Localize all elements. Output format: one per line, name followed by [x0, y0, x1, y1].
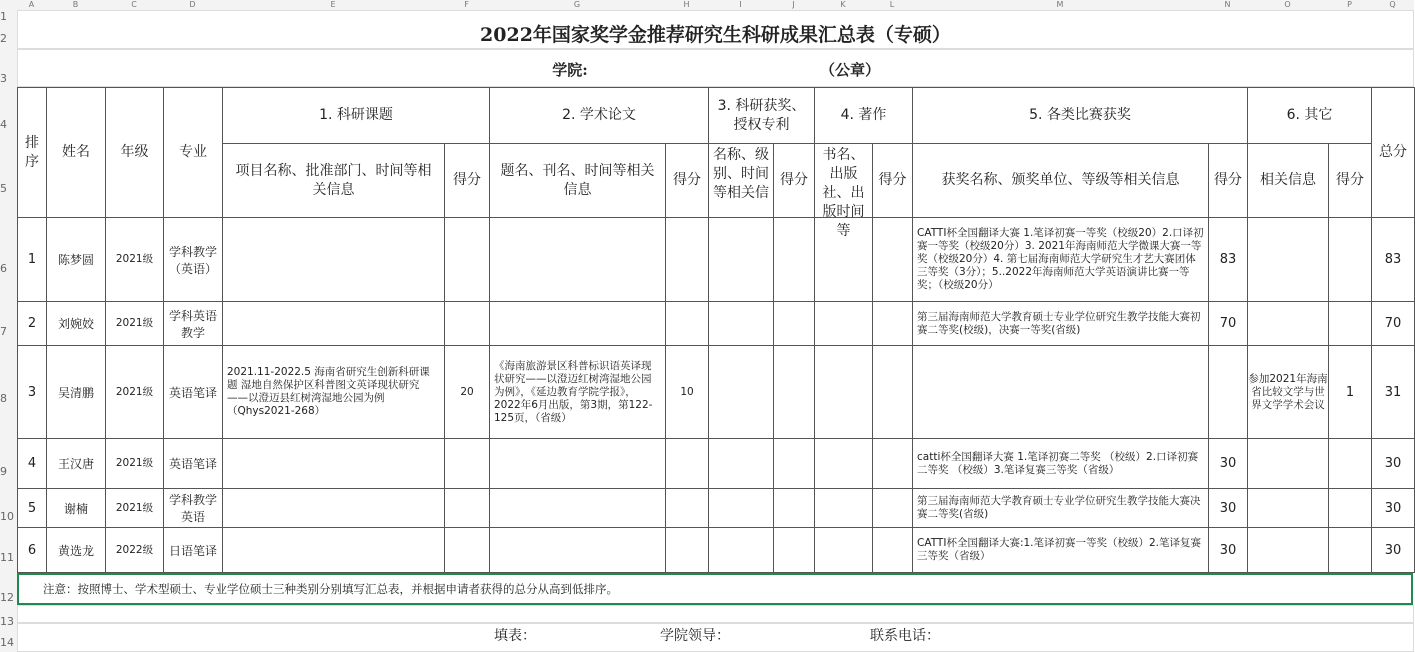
row-number[interactable]: 2 [0, 32, 7, 45]
table-cell-paper[interactable] [489, 527, 666, 573]
column-letter[interactable]: I [739, 0, 742, 9]
header-other[interactable]: 6. 其它 [1247, 87, 1372, 144]
table-cell-book[interactable] [814, 217, 873, 302]
table-cell-book[interactable] [814, 438, 873, 489]
table-cell-other-score[interactable] [1328, 527, 1372, 573]
row-number[interactable]: 7 [0, 325, 7, 338]
table-cell-award-score[interactable] [773, 527, 815, 573]
table-cell-project[interactable] [222, 527, 445, 573]
table-cell-award[interactable] [708, 301, 774, 346]
row-number[interactable]: 11 [0, 551, 14, 564]
note-cell[interactable]: 注意：按照博士、学术型硕士、专业学位硕士三种类别分别填写汇总表，并根据申请者获得的总分从高到低排序。 [17, 573, 1413, 605]
row-number[interactable]: 6 [0, 262, 7, 275]
table-cell-project-score[interactable] [444, 217, 490, 302]
table-cell-paper-score[interactable]: 10 [665, 345, 709, 439]
table-cell-book[interactable] [814, 345, 873, 439]
table-cell-award[interactable] [708, 217, 774, 302]
table-cell-grade[interactable]: 2021级 [105, 488, 164, 528]
table-cell-rank[interactable]: 1 [17, 217, 47, 302]
header-award-detail[interactable]: 名称、级别、时间等相关信 [708, 143, 774, 218]
table-cell-rank[interactable]: 4 [17, 438, 47, 489]
table-cell-other-score[interactable] [1328, 217, 1372, 302]
table-cell-project-score[interactable] [444, 438, 490, 489]
table-cell-book[interactable] [814, 488, 873, 528]
table-cell-name[interactable]: 刘婉姣 [46, 301, 106, 346]
table-cell-competition[interactable]: CATTI杯全国翻译大赛 1.笔译初赛一等奖（校级20）2.口译初赛一等奖（校级20分）3. 2021年海南师范大学微课大赛一等奖（校级20分）4. 第七届海南师范大学研究生才艺大赛团体三等奖（3分）；5..2022年海南师范大学英语演讲比赛一等奖；（校级20分） [912, 217, 1209, 302]
table-cell-major[interactable]: 英语笔译 [163, 438, 223, 489]
table-cell-total[interactable]: 30 [1371, 488, 1415, 528]
table-cell-project[interactable] [222, 488, 445, 528]
table-cell-book-score[interactable] [872, 488, 913, 528]
column-letter[interactable]: F [464, 0, 469, 9]
header-research-projects[interactable]: 1. 科研课题 [222, 87, 490, 144]
column-letter[interactable]: E [330, 0, 336, 9]
header-other-score[interactable]: 得分 [1328, 143, 1372, 218]
table-cell-paper[interactable] [489, 488, 666, 528]
header-papers[interactable]: 2. 学术论文 [489, 87, 709, 144]
table-cell-competition-score[interactable]: 30 [1208, 438, 1248, 489]
table-cell-award[interactable] [708, 345, 774, 439]
table-cell-book[interactable] [814, 301, 873, 346]
column-letter[interactable]: P [1347, 0, 1352, 9]
table-cell-other-score[interactable]: 1 [1328, 345, 1372, 439]
table-cell-paper-score[interactable] [665, 438, 709, 489]
header-total[interactable]: 总分 [1371, 87, 1415, 218]
table-cell-grade[interactable]: 2021级 [105, 438, 164, 489]
table-cell-book-score[interactable] [872, 345, 913, 439]
header-competitions[interactable]: 5. 各类比赛获奖 [912, 87, 1248, 144]
header-paper-detail[interactable]: 题名、刊名、时间等相关信息 [489, 143, 666, 218]
row-number[interactable]: 14 [0, 636, 14, 649]
table-cell-paper[interactable] [489, 438, 666, 489]
table-cell-other[interactable] [1247, 301, 1329, 346]
table-cell-grade[interactable]: 2021级 [105, 301, 164, 346]
header-competition-score[interactable]: 得分 [1208, 143, 1248, 218]
table-cell-grade[interactable]: 2022级 [105, 527, 164, 573]
table-cell-other[interactable] [1247, 217, 1329, 302]
table-cell-paper-score[interactable] [665, 301, 709, 346]
column-letter[interactable]: N [1224, 0, 1231, 9]
table-cell-paper[interactable] [489, 301, 666, 346]
table-cell-project[interactable]: 2021.11-2022.5 海南省研究生创新科研课题 湿地自然保护区科普图文英译现状研究——以澄迈县红树湾湿地公园为例（Qhys2021-268） [222, 345, 445, 439]
footer-phone[interactable]: 联系电话： [870, 628, 940, 644]
grid-row [17, 49, 1414, 87]
column-letter[interactable]: K [840, 0, 846, 9]
table-cell-award[interactable] [708, 488, 774, 528]
column-letter[interactable]: G [573, 0, 581, 9]
table-cell-grade[interactable]: 2021级 [105, 345, 164, 439]
table-cell-total[interactable]: 30 [1371, 527, 1415, 573]
header-other-detail[interactable]: 相关信息 [1247, 143, 1329, 218]
table-cell-other[interactable] [1247, 488, 1329, 528]
column-letter[interactable]: J [792, 0, 795, 9]
table-cell-competition[interactable]: 第三届海南师范大学教育硕士专业学位研究生教学技能大赛决赛二等奖(省级) [912, 488, 1209, 528]
table-cell-competition[interactable]: catti杯全国翻译大赛 1.笔译初赛二等奖 （校级）2.口译初赛二等奖 （校级）3.笔译复赛三等奖（省级） [912, 438, 1209, 489]
header-books[interactable]: 4. 著作 [814, 87, 913, 144]
column-letter[interactable]: O [1284, 0, 1291, 9]
table-cell-total[interactable]: 70 [1371, 301, 1415, 346]
row-number[interactable]: 8 [0, 392, 7, 405]
table-cell-book-score[interactable] [872, 217, 913, 302]
table-cell-name[interactable]: 谢楠 [46, 488, 106, 528]
table-cell-paper-score[interactable] [665, 527, 709, 573]
footer-filler[interactable]: 填表： [494, 628, 536, 644]
table-cell-award-score[interactable] [773, 488, 815, 528]
table-cell-competition-score[interactable]: 30 [1208, 527, 1248, 573]
table-cell-project[interactable] [222, 438, 445, 489]
seal-label[interactable]: （公章） [819, 60, 880, 79]
row-number[interactable]: 13 [0, 615, 14, 628]
table-cell-major[interactable]: 学科教学英语 [163, 488, 223, 528]
table-cell-total[interactable]: 30 [1371, 438, 1415, 489]
table-cell-rank[interactable]: 6 [17, 527, 47, 573]
table-cell-name[interactable]: 陈梦圆 [46, 217, 106, 302]
table-cell-competition-score[interactable] [1208, 345, 1248, 439]
table-cell-competition[interactable]: 第三届海南师范大学教育硕士专业学位研究生教学技能大赛初赛二等奖(校级)，决赛一等奖(省级) [912, 301, 1209, 346]
row-header-bar [0, 10, 18, 652]
row-number[interactable]: 5 [0, 182, 7, 195]
table-cell-award-score[interactable] [773, 345, 815, 439]
row-number[interactable]: 9 [0, 465, 7, 478]
column-letter[interactable]: D [189, 0, 196, 9]
table-cell-award[interactable] [708, 527, 774, 573]
row-number[interactable]: 12 [0, 591, 14, 604]
table-cell-competition[interactable] [912, 345, 1209, 439]
header-project-score[interactable]: 得分 [444, 143, 490, 218]
column-letter[interactable]: Q [1389, 0, 1396, 9]
college-label[interactable]: 学院: [552, 60, 588, 79]
table-cell-rank[interactable]: 5 [17, 488, 47, 528]
table-cell-project-score[interactable]: 20 [444, 345, 490, 439]
header-award-score[interactable]: 得分 [773, 143, 815, 218]
table-cell-book-score[interactable] [872, 438, 913, 489]
table-cell-competition-score[interactable]: 70 [1208, 301, 1248, 346]
table-cell-competition[interactable]: CATTI杯全国翻译大赛:1.笔译初赛一等奖（校级）2.笔译复赛三等奖（省级） [912, 527, 1209, 573]
table-cell-major[interactable]: 学科教学（英语） [163, 217, 223, 302]
table-cell-project[interactable] [222, 301, 445, 346]
table-cell-project[interactable] [222, 217, 445, 302]
table-cell-competition-score[interactable]: 83 [1208, 217, 1248, 302]
table-cell-major[interactable]: 英语笔译 [163, 345, 223, 439]
table-cell-award[interactable] [708, 438, 774, 489]
table-cell-other-score[interactable] [1328, 301, 1372, 346]
header-name[interactable]: 姓名 [46, 87, 106, 218]
table-cell-award-score[interactable] [773, 217, 815, 302]
table-cell-book-score[interactable] [872, 527, 913, 573]
header-paper-score[interactable]: 得分 [665, 143, 709, 218]
table-cell-paper[interactable] [489, 217, 666, 302]
row-number[interactable]: 10 [0, 510, 14, 523]
table-cell-rank[interactable]: 3 [17, 345, 47, 439]
table-cell-paper[interactable]: 《海南旅游景区科普标识语英译现状研究——以澄迈红树湾湿地公园为例》，《延边教育学院学报》，2022年6月出版，第3期，第122-125页，（省级） [489, 345, 666, 439]
footer-leader[interactable]: 学院领导： [660, 628, 730, 644]
table-cell-competition-score[interactable]: 30 [1208, 488, 1248, 528]
header-awards[interactable]: 3. 科研获奖、授权专利 [708, 87, 815, 144]
row-number[interactable]: 1 [0, 10, 7, 23]
row-number[interactable]: 4 [0, 118, 7, 131]
table-cell-name[interactable]: 吴清鹏 [46, 345, 106, 439]
table-cell-book[interactable] [814, 527, 873, 573]
column-letter[interactable]: H [683, 0, 690, 9]
column-letter[interactable]: B [72, 0, 79, 9]
table-cell-other[interactable] [1247, 438, 1329, 489]
table-cell-book-score[interactable] [872, 301, 913, 346]
header-grade[interactable]: 年级 [105, 87, 164, 218]
table-cell-project-score[interactable] [444, 488, 490, 528]
header-book-detail[interactable]: 书名、出版社、出版时间等 [814, 143, 873, 218]
table-cell-project-score[interactable] [444, 527, 490, 573]
header-book-score[interactable]: 得分 [872, 143, 913, 218]
table-cell-paper-score[interactable] [665, 488, 709, 528]
table-cell-other-score[interactable] [1328, 438, 1372, 489]
header-major[interactable]: 专业 [163, 87, 223, 218]
grid-row [17, 605, 1414, 623]
table-cell-other[interactable] [1247, 527, 1329, 573]
table-cell-project-score[interactable] [444, 301, 490, 346]
table-cell-rank[interactable]: 2 [17, 301, 47, 346]
table-cell-other-score[interactable] [1328, 488, 1372, 528]
table-cell-paper-score[interactable] [665, 217, 709, 302]
column-letter[interactable]: L [889, 0, 895, 9]
table-cell-total[interactable]: 83 [1371, 217, 1415, 302]
header-project-detail[interactable]: 项目名称、批准部门、时间等相关信息 [222, 143, 445, 218]
table-cell-award-score[interactable] [773, 301, 815, 346]
column-letter[interactable]: C [131, 0, 137, 9]
table-cell-other[interactable]: 参加2021年海南省比较文学与世界文学学术会议 [1247, 345, 1329, 439]
column-letter[interactable]: A [28, 0, 35, 9]
row-number[interactable]: 3 [0, 72, 7, 85]
table-cell-major[interactable]: 学科英语教学 [163, 301, 223, 346]
column-letter[interactable]: M [1056, 0, 1064, 9]
header-competition-detail[interactable]: 获奖名称、颁奖单位、等级等相关信息 [912, 143, 1209, 218]
table-cell-name[interactable]: 王汉唐 [46, 438, 106, 489]
table-cell-award-score[interactable] [773, 438, 815, 489]
sheet-title[interactable]: 2022年国家奖学金推荐研究生科研成果汇总表（专硕） [480, 23, 951, 46]
table-cell-major[interactable]: 日语笔译 [163, 527, 223, 573]
table-cell-total[interactable]: 31 [1371, 345, 1415, 439]
table-cell-name[interactable]: 黄选龙 [46, 527, 106, 573]
table-cell-grade[interactable]: 2021级 [105, 217, 164, 302]
header-rank[interactable]: 排序 [17, 87, 47, 218]
